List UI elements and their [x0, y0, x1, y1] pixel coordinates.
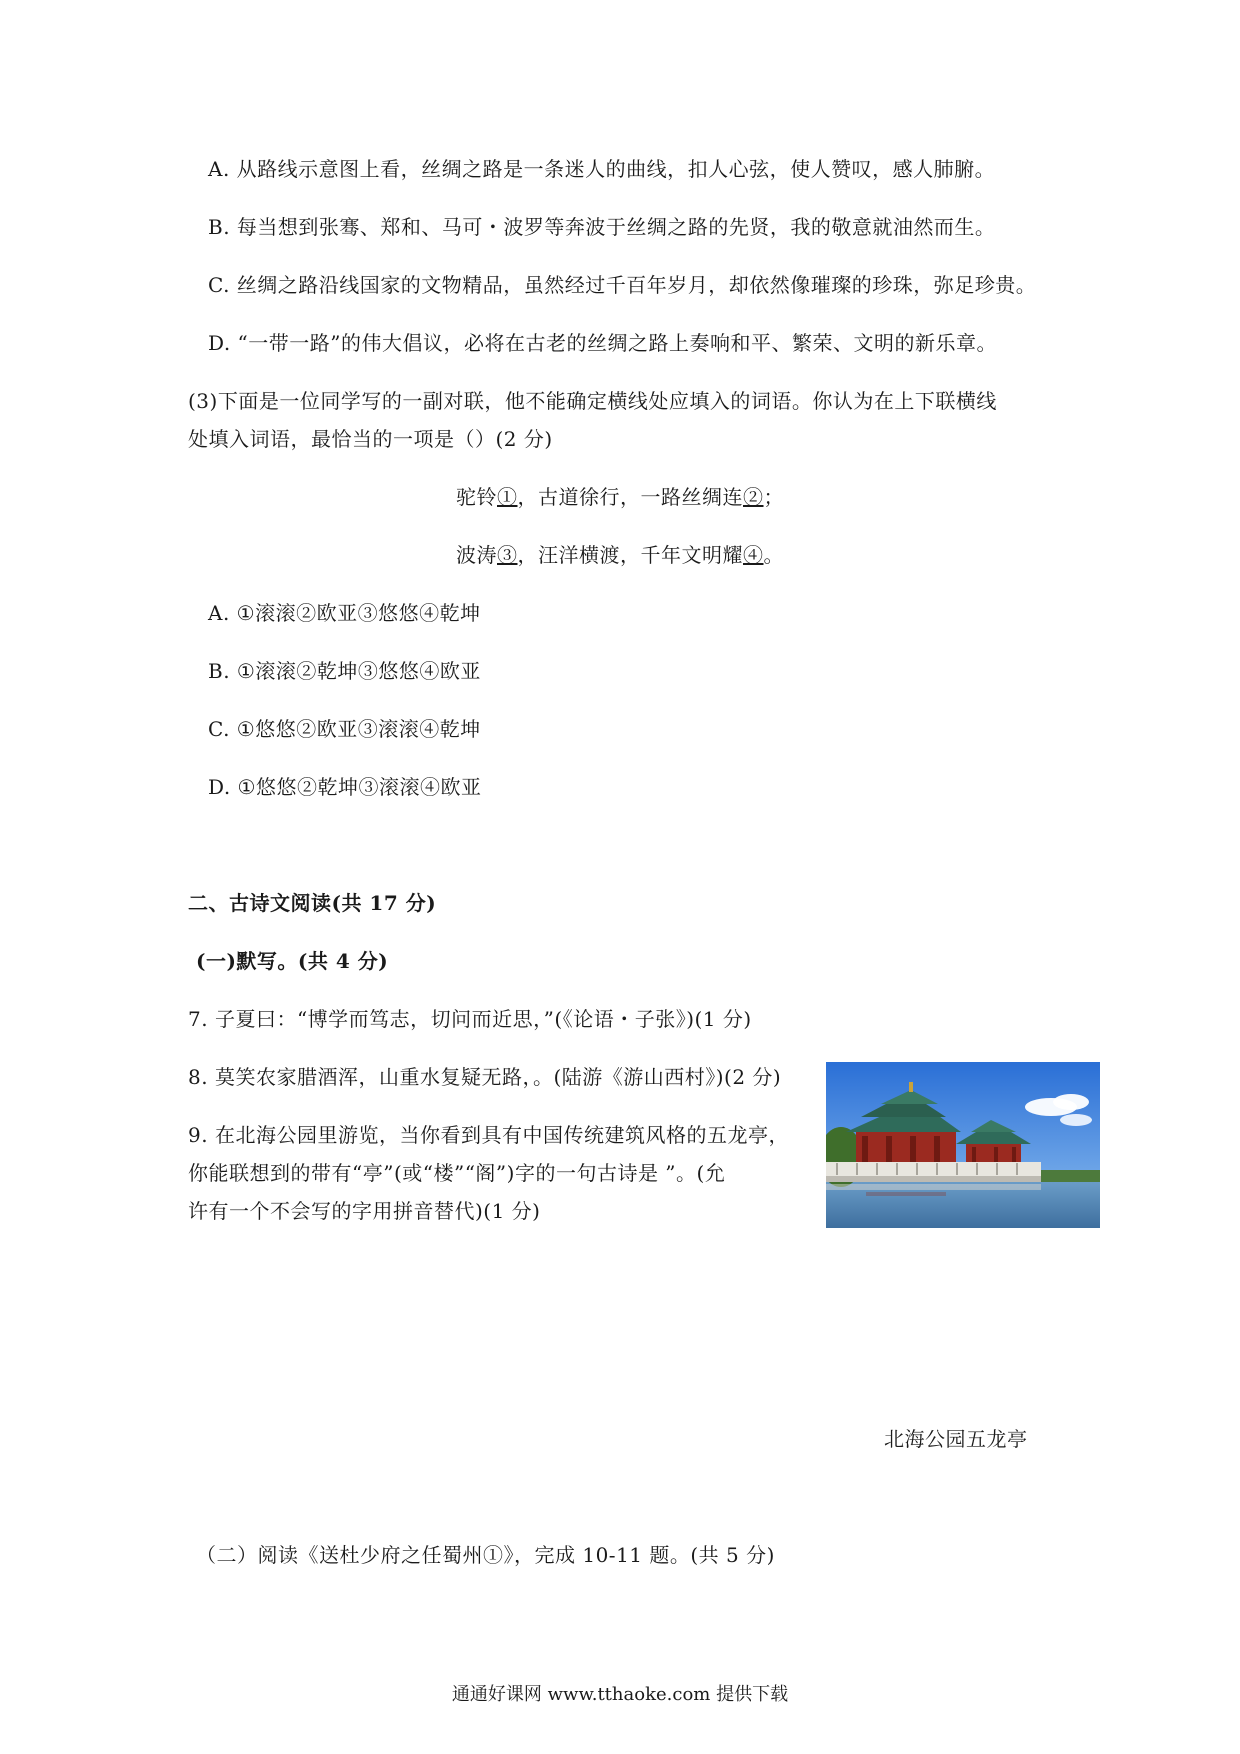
couplet-lower-mid: ，汪洋横渡，千年文明耀 [517, 543, 743, 567]
couplet-upper-end: ； [763, 485, 784, 509]
question-3-line-1: (3)下面是一位同学写的一副对联，他不能确定横线处应填入的词语。你认为在上下联横线 [188, 389, 997, 413]
question-7: 7. 子夏曰：“博学而笃志，切问而近思，”(《论语・子张》)(1 分) [188, 1007, 752, 1031]
question-3-line-2: 处填入词语，最恰当的一项是（）(2 分) [188, 427, 553, 451]
option-d-q3: D. ①悠悠②乾坤③滚滚④欧亚 [208, 775, 482, 799]
option-a-q3: A. ①滚滚②欧亚③悠悠④乾坤 [208, 601, 481, 625]
blank-2: ② [743, 485, 764, 509]
blank-1: ① [497, 485, 518, 509]
section-heading: 二、古诗文阅读(共 17 分) [188, 891, 437, 915]
five-dragon-pavilion-photo [826, 1062, 1100, 1228]
option-c-q3: C. ①悠悠②欧亚③滚滚④乾坤 [208, 717, 481, 741]
couplet-upper-start: 驼铃 [456, 485, 497, 509]
blank-4: ④ [743, 543, 764, 567]
couplet-upper-mid: ，古道徐行，一路丝绸连 [517, 485, 743, 509]
question-8: 8. 莫笑农家腊酒浑，山重水复疑无路，。(陆游《游山西村》)(2 分) [188, 1065, 782, 1089]
option-b-q3: B. ①滚滚②乾坤③悠悠④欧亚 [208, 659, 481, 683]
option-c-q2: C. 丝绸之路沿线国家的文物精品，虽然经过千百年岁月，却依然像璀璨的珍珠，弥足珍贵。 [208, 273, 1037, 297]
photo-caption: 北海公园五龙亭 [884, 1427, 1028, 1451]
option-d-q2: D. “一带一路”的伟大倡议，必将在古老的丝绸之路上奏响和平、繁荣、文明的新乐章。 [208, 331, 997, 355]
couplet-lower-start: 波涛 [456, 543, 497, 567]
page-footer: 通通好课网 www.tthaoke.com 提供下载 [451, 1684, 789, 1705]
couplet-lower [0, 541, 1240, 569]
option-b-q2: B. 每当想到张骞、郑和、马可・波罗等奔波于丝绸之路的先贤，我的敬意就油然而生。 [208, 215, 996, 239]
question-9-line-2: 你能联想到的带有“亭”(或“楼”“阁”)字的一句古诗是 ”。(允 [188, 1161, 726, 1185]
subsection-heading-2: （二）阅读《送杜少府之任蜀州①》，完成 10-11 题。(共 5 分) [196, 1543, 775, 1567]
option-a-q2: A. 从路线示意图上看，丝绸之路是一条迷人的曲线，扣人心弦，使人赞叹，感人肺腑。 [208, 157, 996, 181]
question-9-line-3: 许有一个不会写的字用拼音替代)(1 分) [188, 1199, 541, 1223]
couplet-lower-end: 。 [763, 543, 784, 567]
subsection-heading-1: (一)默写。(共 4 分) [196, 949, 389, 973]
blank-3: ③ [497, 543, 518, 567]
couplet-upper [0, 483, 1240, 511]
question-9-line-1: 9. 在北海公园里游览，当你看到具有中国传统建筑风格的五龙亭， [188, 1123, 789, 1147]
